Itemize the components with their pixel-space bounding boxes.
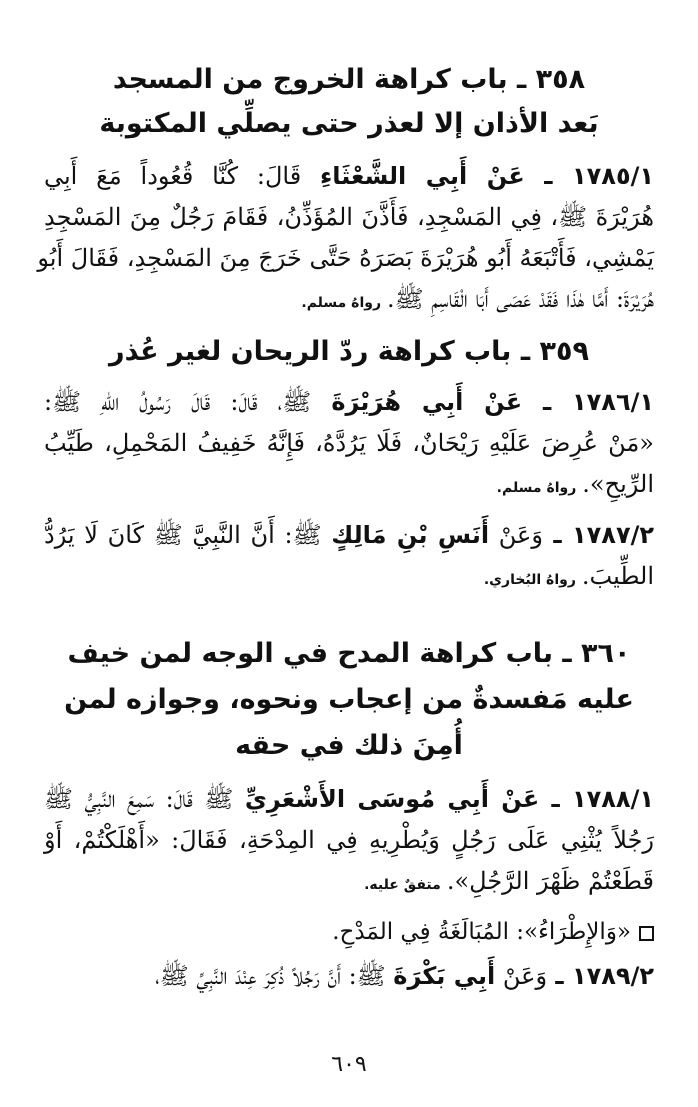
hadith-1787 [44,515,654,601]
hadith-source: رواهُ مسلم. [496,480,577,496]
hadith-text-line: هُرَيْرَةَ ﷺ، فِي المَسْجِدِ، فَأَذَّنَ المُؤَذِّنُ، فَقَامَ رَجُلٌ مِنَ المَسْجِدِ [44,203,654,231]
chapter-heading-358 [44,58,654,146]
page-number: ٦٠٩ [331,1052,367,1077]
hadith-text-line: «مَنْ عُرِضَ عَلَيْهِ رَيْحَانٌ، فَلَا يَرُدَّهُ، فَإِنَّهُ خَفِيفُ المَحْمِلِ، طَيِّبُ [44,429,654,457]
hadith-narrator: عَنْ أَبِي الشَّعْثَاءِ [319,162,525,190]
chapter-heading-359 [44,330,654,374]
hadith-narrator: عَنْ أَبِي مُوسَى الأَشْعَرِيِّ [244,785,540,813]
hadith-number: ١٧٨٥/١ ـ [524,162,655,190]
hadith-text: ﷺ: أَنَّ رَجُلاً ذُكِرَ عِنْدَ النَّبِيِّ ﷺ، [155,962,394,990]
hadith-text-line: الرِّيحِ». [582,470,654,498]
hadith-number: ١٧٨٩/٢ ـ [547,962,654,990]
hadith-text: قَالَ: كُنَّا قُعُوداً مَعَ أَبِي [44,162,320,190]
heading-line: بَعد الأذان إلا لعذر حتى يصلِّي المكتوبة [99,108,599,139]
chapter-heading-360 [44,631,654,769]
heading-line: عليه مَفسدةٌ من إعجاب ونحوه، وجوازه لمن [64,684,634,715]
heading-line: ٣٦٠ ـ باب كراهة المدح في الوجه لمن خيف [67,638,631,669]
heading-line: ٣٥٩ ـ باب كراهة ردّ الريحان لغير عُذر [109,336,589,367]
book-page [37,58,655,1067]
hadith-text-line: الطِّيبَ. [581,562,654,590]
hadith-source: رواهُ البُخاري. [483,572,576,588]
hadith-source: متفقٌ عليه. [364,877,441,893]
hadith-text-line: قَطَعْتُمْ ظَهْرَ الرَّجُلِ». [446,867,654,895]
hadith-text: وَعَنْ [489,521,543,549]
heading-line: أُمِنَ ذلك في حقه [235,730,463,761]
hadith-number: ١٧٨٧/٢ ـ [542,521,655,549]
hadith-narrator: عَنْ أَبِي هُرَيْرَةَ [331,388,523,416]
hadith-text: ﷺ قَالَ: سَمِعَ النَّبِيُّ ﷺ [44,785,245,813]
hadith-text: ﷺ، قَالَ: قَالَ رَسُولُ اللهِ ﷺ: [44,388,332,416]
hadith-1786 [44,382,654,509]
square-bullet-icon [639,926,654,941]
glossary-note [44,912,654,952]
hadith-text: وَعَنْ [495,962,548,990]
hadith-source: رواهُ مسلم. [301,295,381,311]
hadith-1785 [37,156,655,324]
heading-line: ٣٥٨ ـ باب كراهة الخروج من المسجد [112,64,586,95]
hadith-number: ١٧٨٦/١ ـ [522,388,655,416]
hadith-text-line: رَجُلاً يُثْنِي عَلَى رَجُلٍ وَيُطْرِيهِ فِي المِدْحَةِ، فَقَالَ: «أَهْلَكْتُمْ، أَوْ [44,826,654,854]
hadith-text-line: يَمْشِي، فَأَتْبَعَهُ أَبُو هُرَيْرَةَ بَصَرَهُ حَتَّى خَرَجَ مِنَ المَسْجِدِ، فَقَالَ أَبُو [37,244,654,272]
hadith-number: ١٧٨٨/١ ـ [539,785,654,813]
hadith-text-line: هُرَيْرَةَ: أَمَّا هٰذَا فَقَدْ عَصَى أَبَا الْقَاسِمِ ﷺ. [387,285,654,313]
hadith-1789 [44,956,654,997]
note-text: «وَالإِطْرَاءُ»: المُبَالَغَةُ فِي المَدْحِ. [332,919,631,945]
hadith-narrator: أَنَسِ بْنِ مَالِكٍ [331,521,490,549]
hadith-narrator: أَبِي بَكْرَةَ [393,962,496,990]
hadith-1788 [44,779,654,906]
hadith-text: ﷺ: أَنَّ النَّبِيَّ ﷺ كَانَ لَا يَرُدُّ [44,521,332,549]
